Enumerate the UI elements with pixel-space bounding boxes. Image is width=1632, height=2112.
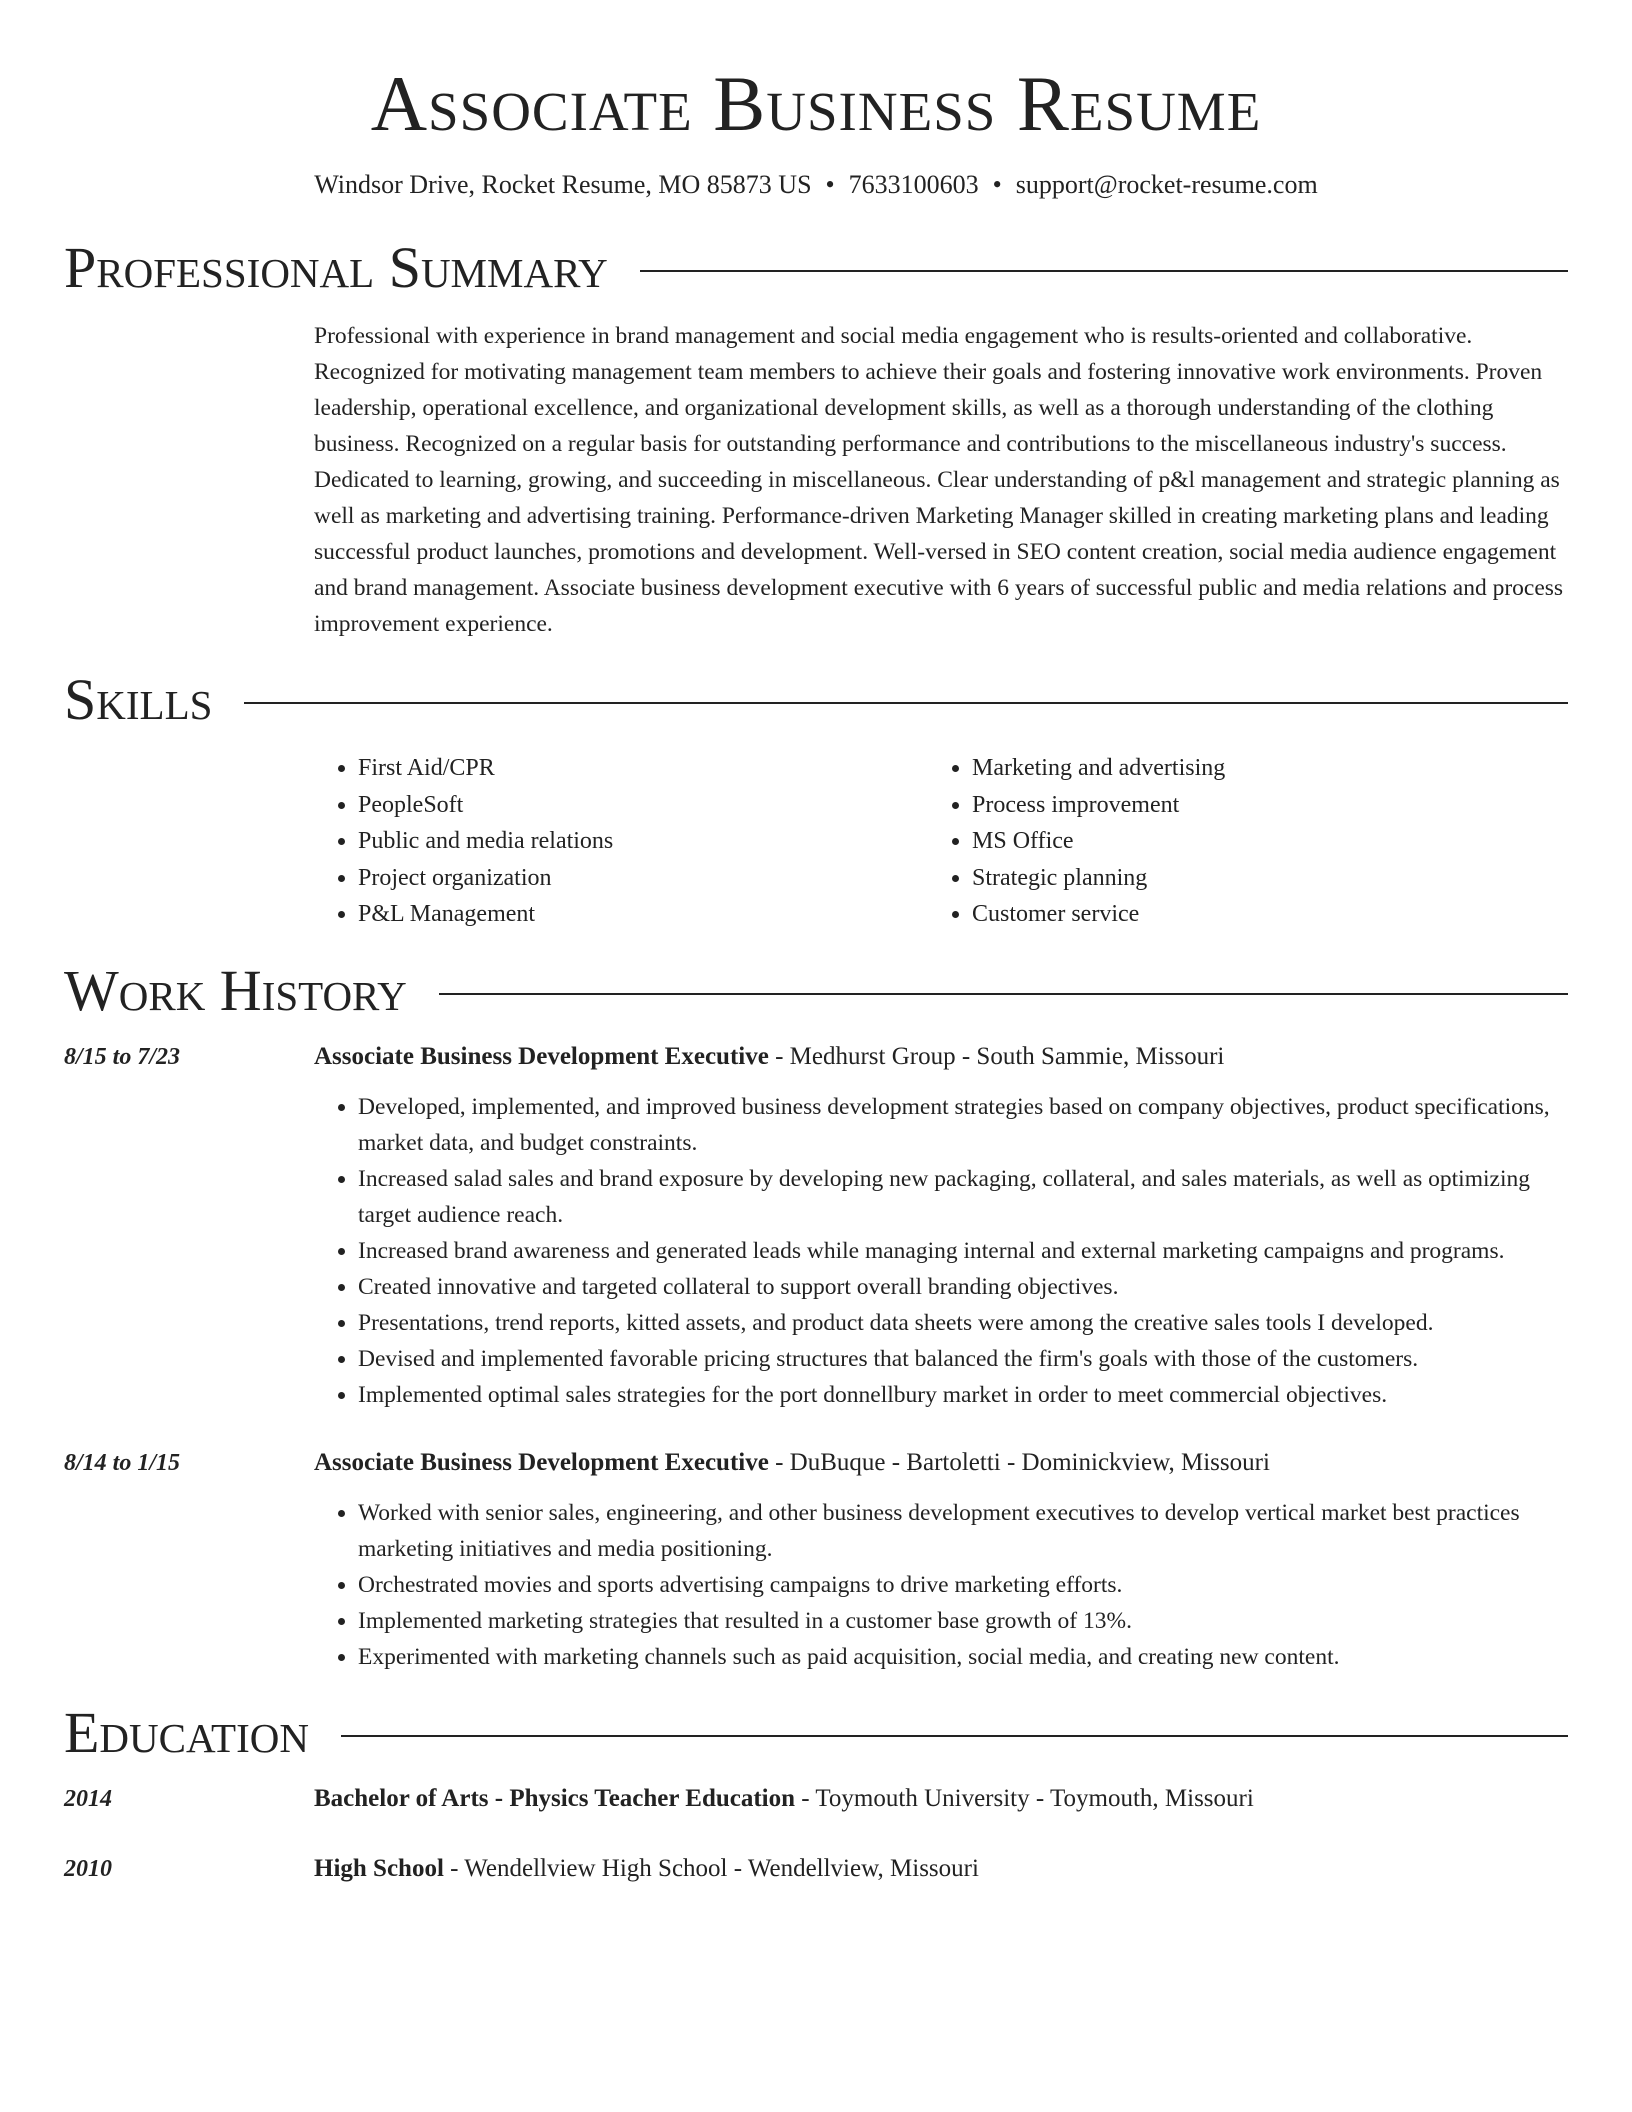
job-title-line — [314, 1445, 1568, 1481]
contact-separator: • — [825, 170, 835, 199]
skill-item: • First Aid/CPR — [358, 750, 928, 787]
summary-text: Professional with experience in brand management and social media engagement who is results-oriented and collaborative. Recognized for motivating management team members to achieve their goals and fostering innovative work environments. Proven leadership, operational excellence, and organizational development skills, as well as a thorough understanding of the clothing business. Recognized on a regular basis for outstanding performance and contributions to the miscellaneous industry's success. Dedicated to learning, growing, and succeeding in miscellaneous. Clear understanding of p&l management and strategic planning as well as marketing and advertising training. Performance-driven Marketing Manager skilled in creating marketing plans and leading successful product launches, promotions and development. Well-versed in SEO content creation, social media audience engagement and brand management. Associate business development executive with 6 years of successful public and media relations and process improvement experience. — [314, 323, 1564, 637]
skills-list — [314, 750, 1568, 933]
job-bullet: • Implemented optimal sales strategies for the port donnellbury market in order to meet commercial objectives. — [358, 1377, 1568, 1413]
job-company: - DuBuque - Bartoletti - Dominickview, Missouri — [768, 1448, 1270, 1476]
job-dates: 8/15 to 7/23 — [64, 1043, 181, 1070]
skill-item: • Customer service — [972, 896, 1542, 933]
contact-phone: 7633100603 — [848, 170, 979, 199]
job-body — [314, 1445, 1568, 1675]
contact-separator: • — [992, 170, 1002, 199]
job-body — [314, 1039, 1568, 1413]
job-title: Associate Business Development Executive — [314, 1448, 769, 1476]
section-rule — [244, 702, 1568, 704]
job-bullets — [314, 1089, 1568, 1413]
job-bullet: • Presentations, trend reports, kitted assets, and product data sheets were among the creative sales tools I developed. — [358, 1305, 1568, 1341]
section-work-history — [64, 959, 1568, 1023]
contact-line — [64, 168, 1568, 202]
education-year: 2014 — [64, 1785, 112, 1812]
skills-column-left — [314, 750, 928, 933]
job-bullet: • Devised and implemented favorable pricing structures that balanced the firm's goals with those of the customers. — [358, 1341, 1568, 1377]
resume-name: Associate Business Resume — [370, 60, 1262, 147]
section-rule — [341, 1735, 1568, 1737]
education-degree: High School — [314, 1854, 444, 1882]
job-entry — [64, 1039, 1568, 1413]
section-heading-work: Work History — [64, 957, 407, 1023]
education-entry — [64, 1851, 1568, 1887]
skill-item: • P&L Management — [358, 896, 928, 933]
job-bullet: • Created innovative and targeted collateral to support overall branding objectives. — [358, 1269, 1568, 1305]
section-rule — [640, 270, 1568, 272]
section-rule — [439, 993, 1568, 995]
section-heading-education: Education — [64, 1699, 309, 1765]
section-skills — [64, 668, 1568, 732]
job-bullet: • Implemented marketing strategies that resulted in a customer base growth of 13%. — [358, 1603, 1568, 1639]
education-degree: Bachelor of Arts - Physics Teacher Education — [314, 1784, 796, 1812]
skill-item: • PeopleSoft — [358, 787, 928, 824]
job-title: Associate Business Development Executive — [314, 1042, 769, 1070]
section-heading-summary: Professional Summary — [64, 235, 608, 300]
job-bullet: • Worked with senior sales, engineering, and other business development executives to develop vertical market best practices marketing initiatives and media positioning. — [358, 1495, 1568, 1567]
job-entry — [64, 1445, 1568, 1675]
skill-item: • Strategic planning — [972, 860, 1542, 897]
job-bullet: • Experimented with marketing channels such as paid acquisition, social media, and creating new content. — [358, 1639, 1568, 1675]
job-bullets — [314, 1495, 1568, 1675]
skill-item: • Public and media relations — [358, 823, 928, 860]
job-bullet: • Increased salad sales and brand exposure by developing new packaging, collateral, and sales materials, as well as optimizing target audience reach. — [358, 1161, 1568, 1233]
job-bullet: • Increased brand awareness and generated leads while managing internal and external marketing campaigns and programs. — [358, 1233, 1568, 1269]
resume-page — [64, 0, 1568, 1887]
section-professional-summary — [64, 236, 1568, 300]
job-dates: 8/14 to 1/15 — [64, 1449, 181, 1476]
skill-item: • Marketing and advertising — [972, 750, 1542, 787]
education-year: 2010 — [64, 1855, 112, 1882]
contact-address: Windsor Drive, Rocket Resume, MO 85873 US — [314, 170, 812, 199]
skill-item: • Project organization — [358, 860, 928, 897]
education-school: - Wendellview High School - Wendellview, Missouri — [443, 1854, 979, 1882]
education-body — [314, 1781, 1254, 1817]
section-heading-skills: Skills — [64, 667, 213, 732]
education-entry — [64, 1781, 1568, 1817]
skill-item: • MS Office — [972, 823, 1542, 860]
skills-column-right — [928, 750, 1542, 933]
education-school: - Toymouth University - Toymouth, Missouri — [795, 1784, 1254, 1812]
job-bullet: • Orchestrated movies and sports advertising campaigns to drive marketing efforts. — [358, 1567, 1568, 1603]
section-education — [64, 1701, 1568, 1765]
job-bullet: • Developed, implemented, and improved business development strategies based on company objectives, product specifications, market data, and budget constraints. — [358, 1089, 1568, 1161]
job-title-line — [314, 1039, 1568, 1075]
skill-item: • Process improvement — [972, 787, 1542, 824]
education-body — [314, 1851, 979, 1887]
job-company: - Medhurst Group - South Sammie, Missouri — [768, 1042, 1225, 1070]
contact-email: support@rocket-resume.com — [1015, 170, 1318, 199]
